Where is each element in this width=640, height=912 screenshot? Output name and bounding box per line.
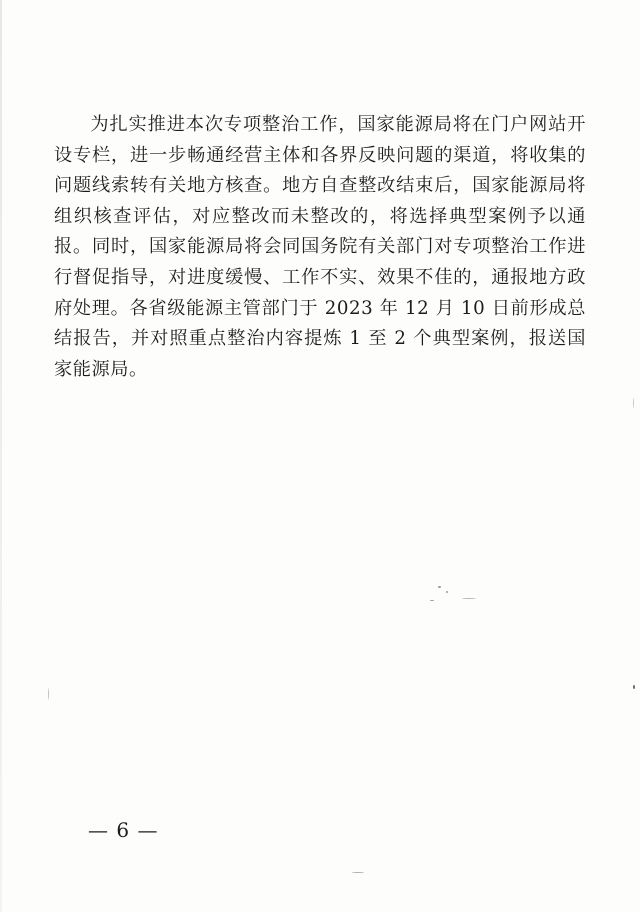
scan-speck — [633, 398, 634, 408]
body-paragraph: 为扎实推进本次专项整治工作，国家能源局将在门户网站开设专栏，进一步畅通经营主体和各界反映问题的渠道，将收集的问题线索转有关地方核查。地方自查整改结束后，国家能源局将组织核查评估，对应整改而未整改的，将选择典型案例予以通报。同时，国家能源局将会同国务院有关部门对专项整治工作进行督促指导，对进度缓慢、工作不实、效果不佳的，通报地方政府处理。各省级能源主管部门于 2023 年 12 月 10 日前形成总结报告，并对照重点整治内容提炼 1 至 2 个典型案例，报送国家能源局。 — [54, 114, 586, 380]
scan-speck — [633, 685, 635, 689]
scan-speck — [48, 688, 49, 700]
scan-speck — [352, 872, 364, 873]
page-edge — [0, 0, 2, 912]
scan-speck — [462, 598, 476, 599]
scan-speck — [438, 586, 441, 588]
scan-speck — [430, 600, 434, 601]
scan-speck — [446, 591, 448, 593]
page-number: — 6 — — [88, 818, 159, 842]
